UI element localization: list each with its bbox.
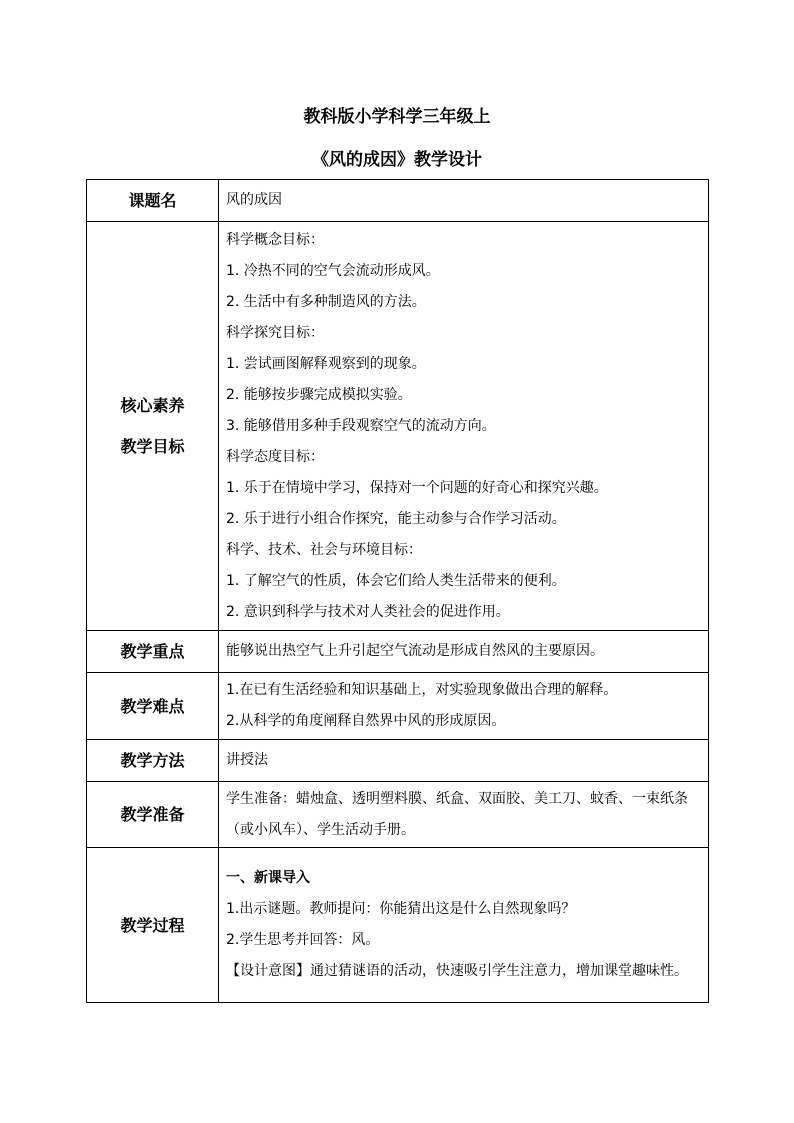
preparation-content	[219, 782, 709, 848]
document-title: 教科版小学科学三年级上	[303, 107, 491, 127]
topic-label: 课题名	[87, 180, 219, 222]
row-preparation	[87, 782, 709, 848]
goal-line: 1. 冷热不同的空气会流动形成风。	[226, 262, 440, 279]
difficulty-line: 2.从科学的角度阐释自然界中风的形成原因。	[226, 713, 506, 729]
preparation-text: 学生准备：蜡烛盒、透明塑料膜、纸盒、双面胶、美工刀、蚊香、一束纸条（或小风车）、学生活动手册。	[226, 790, 688, 838]
method-value: 讲授法	[219, 740, 709, 782]
goal-line: 1. 乐于在情境中学习，保持对一个问题的好奇心和探究兴趣。	[226, 479, 608, 496]
goal-line: 科学探究目标：	[226, 324, 324, 341]
difficulty-line: 1.在已有生活经验和知识基础上，对实验现象做出合理的解释。	[226, 682, 618, 698]
process-content	[219, 848, 709, 1003]
key-point-value	[219, 631, 709, 673]
key-point-label: 教学重点	[87, 631, 219, 673]
document-subtitle: 《风的成因》教学设计	[312, 150, 482, 170]
goal-line: 2. 能够按步骤完成模拟实验。	[226, 386, 412, 403]
goal-line: 2. 生活中有多种制造风的方法。	[226, 293, 426, 310]
goals-label-line2: 教学目标	[120, 437, 185, 456]
process-line: 2.学生思考并回答：风。	[226, 932, 380, 948]
lesson-plan-table	[86, 179, 709, 1003]
goal-line: 科学概念目标：	[226, 231, 324, 248]
process-heading: 一、新课导入	[226, 870, 310, 886]
row-method	[87, 740, 709, 782]
design-intent-text: 【设计意图】通过猜谜语的活动，快速吸引学生注意力，增加课堂趣味性。	[226, 963, 688, 979]
method-label: 教学方法	[87, 740, 219, 782]
goal-line: 2. 乐于进行小组合作探究，能主动参与合作学习活动。	[226, 510, 566, 527]
preparation-label: 教学准备	[87, 782, 219, 848]
process-label: 教学过程	[87, 848, 219, 1003]
goals-content	[219, 222, 709, 631]
process-line: 1.出示谜题。教师提问：你能猜出这是什么自然现象吗？	[226, 901, 576, 917]
key-point-text: 能够说出热空气上升引起空气流动是形成自然风的主要原因。	[226, 643, 604, 659]
row-key-point	[87, 631, 709, 673]
goal-line: 科学、技术、社会与环境目标：	[226, 541, 422, 558]
difficulty-label: 教学难点	[87, 673, 219, 740]
goals-label-line1: 核心素养	[120, 396, 185, 415]
topic-value: 风的成因	[219, 180, 709, 222]
row-goals	[87, 222, 709, 631]
goal-line: 2. 意识到科学与技术对人类社会的促进作用。	[226, 603, 510, 620]
row-topic	[87, 180, 709, 222]
goal-line: 3. 能够借用多种手段观察空气的流动方向。	[226, 417, 496, 434]
difficulty-content	[219, 673, 709, 740]
goals-label	[87, 222, 219, 631]
row-process	[87, 848, 709, 1003]
goal-line: 1. 尝试画图解释观察到的现象。	[226, 355, 426, 372]
goal-line: 科学态度目标：	[226, 448, 324, 465]
goal-line: 1. 了解空气的性质，体会它们给人类生活带来的便利。	[226, 572, 566, 589]
row-difficulty	[87, 673, 709, 740]
